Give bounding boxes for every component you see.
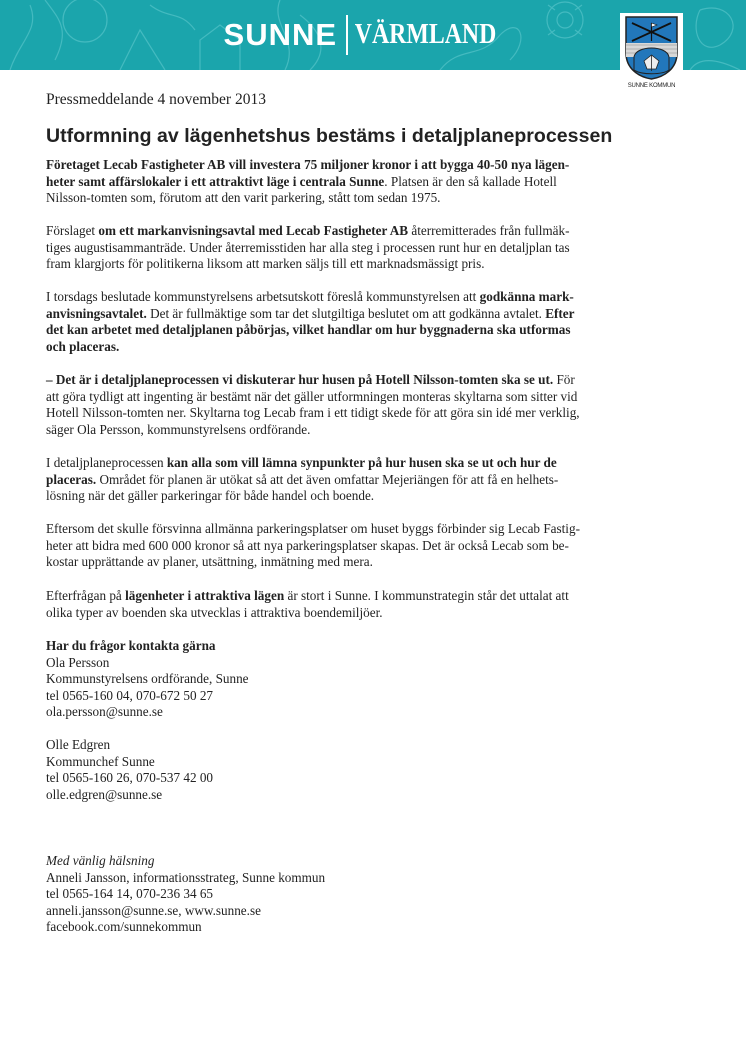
contact-phone: tel 0565-160 04, 070-672 50 27 [46,687,214,703]
paragraph-planning [46,455,626,505]
signature-name: Anneli Jansson, informationsstrateg, Sunne kommun [46,869,326,885]
text: Hotell Nilsson-tomten ner. Skyltarna tog Lecab fram i ett tidigt skede för att göra sin idé mer verklig, [46,405,580,421]
contact-role: Kommunstyrelsens ordförande, Sunne [46,671,249,687]
signature-section [46,853,626,936]
text: I torsdags beslutade kommunstyrelsens arbetsutskott föreslå kommunstyrelsen att [46,289,480,304]
crest-caption: SUNNE KOMMUN [627,83,676,89]
text-bold: kan alla som vill lämna synpunkter på hur husen ska se ut och hur de [166,455,557,470]
paragraph-intro [46,157,626,207]
text-bold: godkänna mark- [479,289,574,304]
text: Nilsson-tomten som, förutom att den varit parkering, stått tom sedan 1975. [46,190,441,206]
text: Det är fullmäktige som tar det slutgiltiga beslutet om att godkänna avtalet. [146,305,546,321]
separator: , [178,902,185,918]
dateline: Pressmeddelande 4 november 2013 [46,91,266,108]
text: heter att bidra med 600 000 kronor så att nya parkeringsplatser skapas. Det är också Lecab som be- [46,537,569,553]
text: återremitterades från fullmäk- [408,223,570,238]
text: tiges augustisammanträde. Under återremisstiden har alla steg i processen runt hur en detaljplan tas [46,239,570,255]
text-bold: lägenheter i attraktiva lägen [125,588,285,603]
text: För [553,372,575,387]
text: Eftersom det skulle försvinna allmänna parkeringsplatser om huset byggs förbinder sig Lecab Fastig- [46,521,580,536]
signature-phone: tel 0565-164 14, 070-236 34 65 [46,886,214,902]
text-bold: om ett markanvisningsavtal med Lecab Fastigheter AB [98,223,409,238]
municipality-crest [620,13,683,93]
paragraph-proposal [46,223,626,273]
signature-email-link[interactable]: anneli.jansson@sunne.se [46,902,179,918]
text: fram klargjorts för politikerna liksom att marken säljs till ett marknadsmässigt pris. [46,256,485,272]
text: . Platsen är den så kallade Hotell [384,173,557,189]
website-link[interactable]: www.sunne.se [184,902,261,918]
text-bold: placeras. [46,471,97,487]
text-bold: – Det är i detaljplaneprocessen vi diskuterar hur husen på Hotell Nilsson-tomten ska se ut. [46,372,554,387]
text: Efterfrågan på [46,588,126,603]
text: är stort i Sunne. I kommunstrategin står det uttalat att [284,588,569,603]
text-bold: heter samt affärslokaler i ett attraktivt läge i centrala Sunne [46,173,385,189]
contacts-section [46,638,626,721]
text-bold: det kan arbetet med detaljplanen påbörjas, vilket handlar om hur byggnaderna ska utformas [46,322,571,338]
text: kostar upprättande av planer, utsättning, inmätning med mera. [46,554,373,570]
contact-role: Kommunchef Sunne [46,753,155,769]
text-bold: Företaget Lecab Fastigheter AB vill investera 75 miljoner kronor i att bygga 40-50 nya lägen- [46,157,570,172]
brand-varmland: VÄRMLAND [354,19,497,50]
paragraph-quote [46,372,626,438]
text: att göra tydligt att ingenting är bestämt när det gäller utformningen monteras skyltarna som sitter vid [46,388,578,404]
brand-sunne: SUNNE [223,17,338,52]
facebook-link[interactable]: facebook.com/sunnekommun [46,919,202,935]
text: lösning när det gäller parkeringar för både handel och boende. [46,488,375,504]
page-title: Utformning av lägenhetshus bestäms i detaljplaneprocessen [46,125,613,147]
text-bold: anvisningsavtalet. [46,305,147,321]
text: I detaljplaneprocessen [46,455,167,470]
text-bold: Efter [545,305,575,321]
contact-name: Ola Persson [46,654,110,670]
text: Området för planen är utökat så att det även omfattar Mejeriängen för att få en helhets- [96,471,559,487]
text: säger Ola Persson, kommunstyrelsens ordförande. [46,421,311,437]
contacts-heading: Har du frågor kontakta gärna [46,638,216,653]
paragraph-demand [46,588,626,621]
contact-email-link[interactable]: olle.edgren@sunne.se [46,786,163,802]
contact-phone: tel 0565-160 26, 070-537 42 00 [46,770,214,786]
paragraph-decision [46,289,626,355]
text: Förslaget [46,223,99,238]
coat-of-arms-icon [624,15,679,81]
signature-greeting: Med vänlig hälsning [46,853,155,868]
text: olika typer av boenden ska utvecklas i attraktiva boendemiljöer. [46,604,383,620]
contact-card [46,737,626,803]
contact-email-link[interactable]: ola.persson@sunne.se [46,704,163,720]
contact-name: Olle Edgren [46,737,111,752]
paragraph-parking [46,521,626,571]
text-bold: och placeras. [46,338,120,354]
